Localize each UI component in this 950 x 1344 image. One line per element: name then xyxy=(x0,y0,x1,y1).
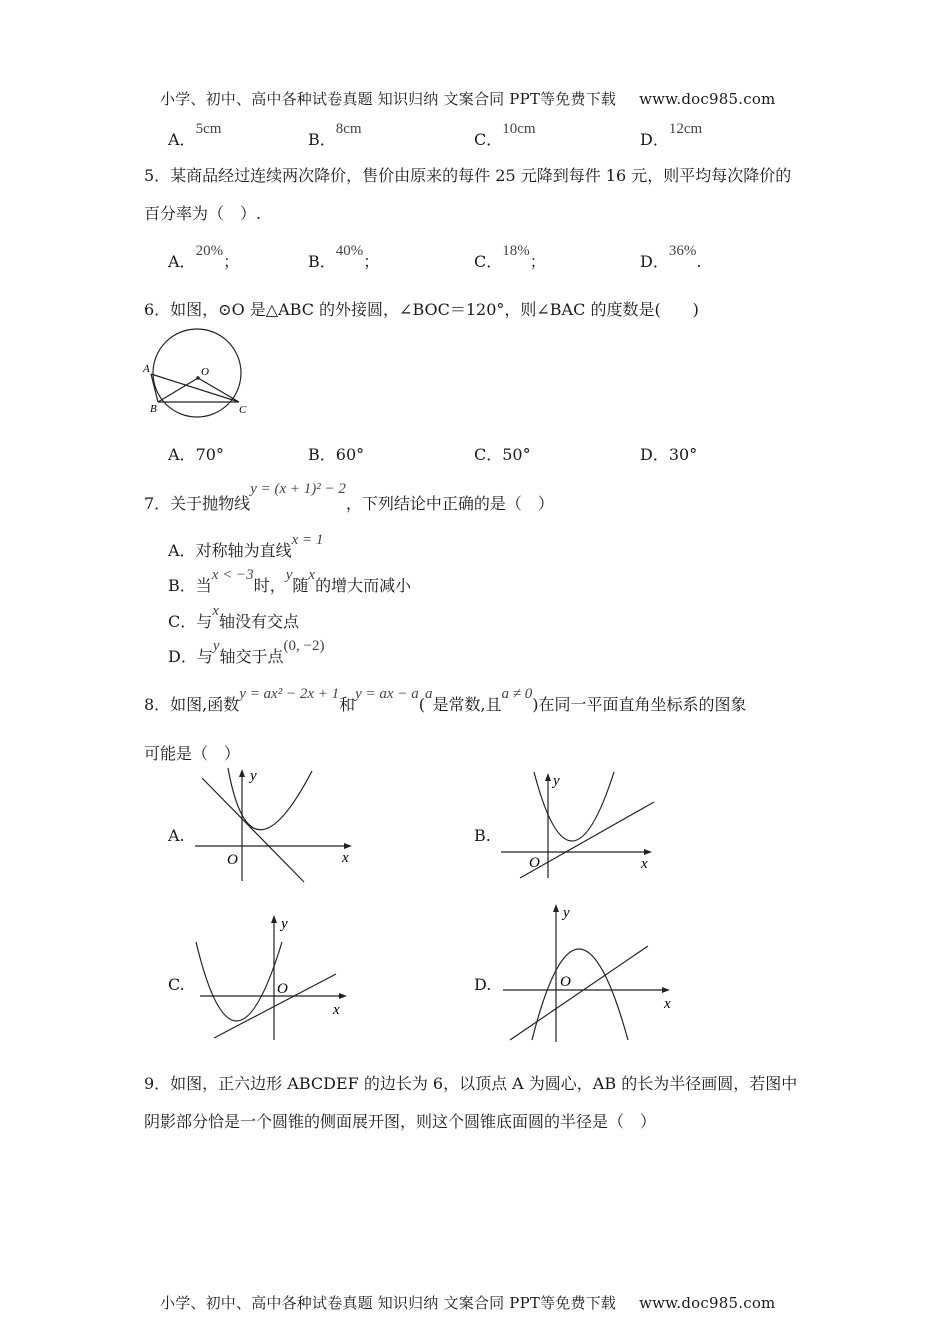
q8-graph-d-label: D. xyxy=(474,975,492,994)
option-text: 当 xyxy=(195,576,212,595)
x-label: x xyxy=(664,996,671,1012)
option-math: (0, −2) xyxy=(283,638,325,654)
option-text: 随 xyxy=(292,576,309,595)
q5-option-b xyxy=(308,243,380,272)
option-label: D． xyxy=(640,130,669,149)
option-value: 40% xyxy=(335,243,364,259)
q5-option-a xyxy=(168,243,240,272)
q8-graph-c xyxy=(190,912,360,1042)
condition-math: a ≠ 0 xyxy=(501,686,533,702)
y-arrow-icon xyxy=(271,915,277,923)
header-url: www.doc985.com xyxy=(639,90,776,108)
label-a: A xyxy=(143,363,150,375)
stem-text: 是常数,且 xyxy=(432,695,502,714)
option-text: 时， xyxy=(253,576,286,595)
line-graph xyxy=(214,974,336,1038)
option-label: B． xyxy=(168,576,196,595)
q6-option-b xyxy=(308,442,364,465)
segment-ab xyxy=(151,374,158,402)
origin-label: O xyxy=(529,855,540,871)
origin-label: O xyxy=(560,974,571,990)
option-label: D． xyxy=(640,445,669,464)
option-math: x < −3 xyxy=(211,567,254,583)
q7-option-b xyxy=(168,567,412,596)
option-label: D． xyxy=(168,647,197,666)
option-value: 60° xyxy=(335,445,365,464)
option-text: 对称轴为直线 xyxy=(195,541,292,560)
stem-text: )在同一平面直角坐标系的图象 xyxy=(532,695,747,714)
q9-stem-line2: 阴影部分恰是一个圆锥的侧面展开图，则这个圆锥底面圆的半径是（ ） xyxy=(144,1112,657,1131)
q4-option-d xyxy=(640,121,703,150)
stem-text: ，下列结论中正确的是（ ） xyxy=(345,494,554,513)
stem-text: ( xyxy=(418,695,425,714)
x-label: x xyxy=(342,850,349,866)
line-graph xyxy=(510,946,648,1040)
option-text: 的增大而减小 xyxy=(315,576,412,595)
quadratic-formula: y = ax² − 2x + 1 xyxy=(239,686,340,702)
option-tail: . xyxy=(696,252,702,271)
q6-stem: 6．如图，⊙O 是△ABC 的外接圆，∠BOC＝120°，则∠BAC 的度数是( ) xyxy=(144,300,699,319)
option-label: C． xyxy=(168,612,197,631)
q9-stem-line1: 9．如图，正六边形 ABCDEF 的边长为 6，以顶点 A 为圆心，AB 的长为半径画圆，若图中 xyxy=(144,1074,798,1093)
parabola-curve xyxy=(532,949,628,1040)
option-label: B． xyxy=(308,130,336,149)
q6-option-d xyxy=(640,442,697,465)
option-math: y xyxy=(285,567,293,583)
option-value: 50° xyxy=(502,445,531,464)
option-math: x = 1 xyxy=(291,532,324,548)
option-label: B． xyxy=(308,252,336,271)
segment-oc xyxy=(198,378,239,402)
option-value: 70° xyxy=(195,445,224,464)
option-text: 与 xyxy=(196,647,213,666)
q8-graph-d xyxy=(498,900,683,1045)
option-tail: ； xyxy=(529,252,546,271)
label-b: B xyxy=(150,403,157,415)
label-c: C xyxy=(239,404,247,416)
q8-graph-b-label: B. xyxy=(474,826,491,845)
footer-url: www.doc985.com xyxy=(639,1294,776,1312)
q4-option-b xyxy=(308,121,362,150)
q8-graph-a-label: A. xyxy=(168,826,185,845)
option-label: C． xyxy=(474,130,503,149)
q6-circle-figure xyxy=(140,326,255,418)
q6-option-c xyxy=(474,442,531,465)
stem-math: a xyxy=(424,686,433,702)
x-arrow-icon xyxy=(344,843,352,849)
q8-stem-line2: 可能是（ ） xyxy=(144,744,241,763)
footer-text: 小学、初中、高中各种试卷真题 知识归纳 文案合同 PPT等免费下载 xyxy=(160,1294,617,1312)
q5-stem-line2: 百分率为（ ）. xyxy=(144,204,262,223)
option-text: 轴交于点 xyxy=(219,647,284,666)
option-value: 5cm xyxy=(195,121,222,137)
option-label: D． xyxy=(640,252,669,271)
option-value: 18% xyxy=(502,243,530,259)
line-graph xyxy=(202,778,304,882)
q8-stem xyxy=(144,686,747,715)
q5-stem-line1: 5．某商品经过连续两次降价，售价由原来的每件 25 元降到每件 16 元，则平均每次降价的 xyxy=(144,166,792,185)
q8-graph-a xyxy=(190,766,365,886)
option-math: x xyxy=(212,603,219,619)
option-label: A． xyxy=(168,541,196,560)
option-value: 12cm xyxy=(668,121,703,137)
q8-graph-c-label: C. xyxy=(168,975,185,994)
circumcircle xyxy=(153,329,241,417)
option-text: 与 xyxy=(196,612,213,631)
q4-option-c xyxy=(474,121,536,150)
y-arrow-icon xyxy=(553,904,559,912)
option-value: 20% xyxy=(195,243,224,259)
q5-option-d xyxy=(640,243,702,272)
segment-ob xyxy=(158,378,198,402)
option-value: 30° xyxy=(668,445,698,464)
y-arrow-icon xyxy=(239,769,245,777)
option-math: y xyxy=(212,638,220,654)
option-value: 8cm xyxy=(335,121,362,137)
q7-option-a xyxy=(168,532,324,561)
x-label: x xyxy=(641,856,648,872)
y-label: y xyxy=(563,905,570,921)
header-text: 小学、初中、高中各种试卷真题 知识归纳 文案合同 PPT等免费下载 xyxy=(160,90,617,108)
option-label: B． xyxy=(308,445,336,464)
stem-text: 和 xyxy=(339,695,356,714)
x-arrow-icon xyxy=(339,993,347,999)
q6-option-a xyxy=(168,442,224,465)
option-value: 10cm xyxy=(502,121,536,137)
stem-text: 8．如图,函数 xyxy=(144,695,240,714)
center-point xyxy=(196,376,200,380)
stem-text: 7．关于抛物线 xyxy=(144,494,251,513)
origin-label: O xyxy=(277,981,288,997)
linear-formula: y = ax − a xyxy=(355,686,419,702)
parabola-curve xyxy=(228,768,312,830)
option-math: x xyxy=(308,567,316,583)
q7-option-d xyxy=(168,638,325,667)
option-text: 轴没有交点 xyxy=(218,612,299,631)
parabola-curve xyxy=(534,772,614,841)
q7-option-c xyxy=(168,603,299,632)
q7-stem xyxy=(144,481,554,514)
option-tail: ； xyxy=(363,252,380,271)
option-label: C． xyxy=(474,445,503,464)
option-label: A． xyxy=(168,445,196,464)
x-label: x xyxy=(333,1002,340,1018)
q8-graph-b xyxy=(498,770,663,880)
page-header xyxy=(160,88,775,109)
y-label: y xyxy=(250,768,257,784)
page-footer xyxy=(160,1292,775,1313)
y-label: y xyxy=(281,916,288,932)
x-arrow-icon xyxy=(644,849,652,855)
q5-option-c xyxy=(474,243,546,272)
option-label: C． xyxy=(474,252,503,271)
y-label: y xyxy=(553,773,560,789)
option-label: A． xyxy=(168,130,196,149)
q4-option-a xyxy=(168,121,222,150)
label-o: O xyxy=(201,366,209,378)
x-arrow-icon xyxy=(662,987,670,993)
y-arrow-icon xyxy=(545,773,551,781)
line-graph xyxy=(520,802,654,878)
option-tail: ； xyxy=(223,252,240,271)
origin-label: O xyxy=(227,852,238,868)
option-label: A． xyxy=(168,252,196,271)
option-value: 36% xyxy=(668,243,697,259)
parabola-formula: y = (x + 1)² − 2 xyxy=(250,481,346,497)
